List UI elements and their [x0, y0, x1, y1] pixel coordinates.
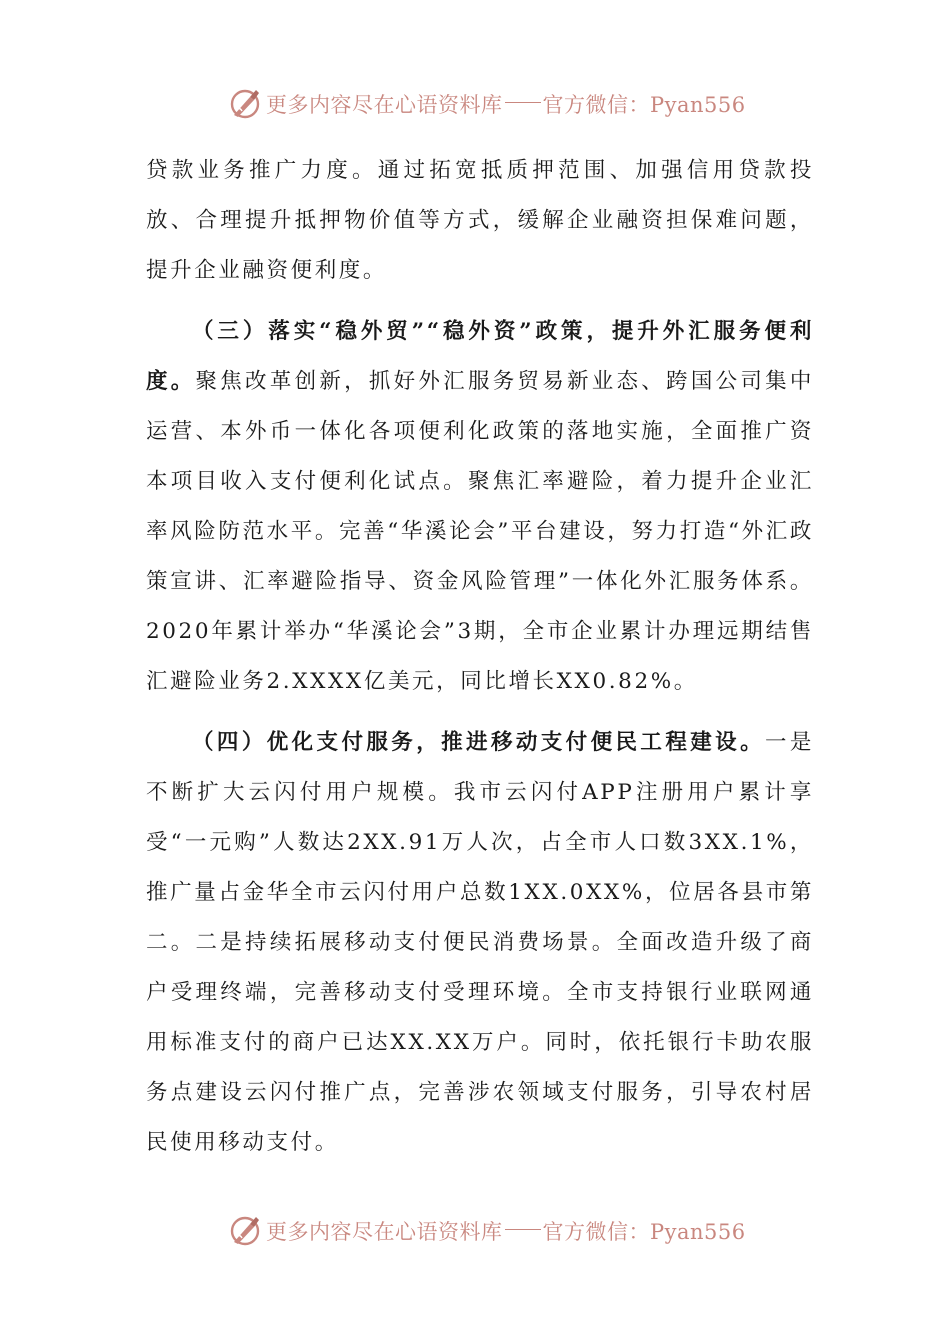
footer-banner [0, 1211, 950, 1251]
pen-brush-logo-icon [228, 1214, 262, 1248]
footer-banner-main: 更多内容尽在心语资料库 [266, 1220, 503, 1244]
paragraph-3-text: 一是不断扩大云闪付用户规模。我市云闪付APP注册用户累计享受“一元购”人数达2XX.91万人次，占全市人口数3XX.1%，推广量占金华全市云闪付用户总数1XX.0XX%，位居各县市第二。二是持续拓展移动支付便民消费场景。全面改造升级了商户受理终端，完善移动支付受理环境。全市支持银行业联网通用标准支付的商户已达XX.XX万户。同时，依托银行卡助农服务点建设云闪付推广点，完善涉农领域支付服务，引导农村居民使用移动支付。 [146, 730, 814, 1155]
body-text [146, 146, 814, 1168]
footer-banner-tail: 官方微信：Pyan556 [542, 1220, 746, 1244]
paragraph-1-text: 贷款业务推广力度。通过拓宽抵质押范围、加强信用贷款投放、合理提升抵押物价值等方式，缓解企业融资担保难问题，提升企业融资便利度。 [146, 158, 814, 283]
footer-banner-dash [505, 1229, 541, 1230]
header-banner-dash [505, 102, 541, 103]
paragraph-3 [146, 718, 814, 1168]
paragraph-2-heading: （三）落实“稳外贸”“稳外资”政策，提升外汇服务便利度。 [146, 319, 814, 394]
paragraph-3-heading: （四）优化支付服务，推进移动支付便民工程建设。 [192, 730, 765, 755]
paragraph-2 [146, 307, 814, 707]
header-banner-tail: 官方微信：Pyan556 [542, 93, 746, 117]
header-banner [0, 84, 950, 124]
pen-brush-logo-icon [228, 87, 262, 121]
header-banner-main: 更多内容尽在心语资料库 [266, 93, 503, 117]
paragraph-2-text: 聚焦改革创新，抓好外汇服务贸易新业态、跨国公司集中运营、本外币一体化各项便利化政策的落地实施，全面推广资本项目收入支付便利化试点。聚焦汇率避险，着力提升企业汇率风险防范水平。完善“华溪论会”平台建设，努力打造“外汇政策宣讲、汇率避险指导、资金风险管理”一体化外汇服务体系。2020年累计举办“华溪论会”3期，全市企业累计办理远期结售汇避险业务2.XXXX亿美元，同比增长XX0.82%。 [146, 369, 814, 694]
paragraph-1 [146, 146, 814, 296]
